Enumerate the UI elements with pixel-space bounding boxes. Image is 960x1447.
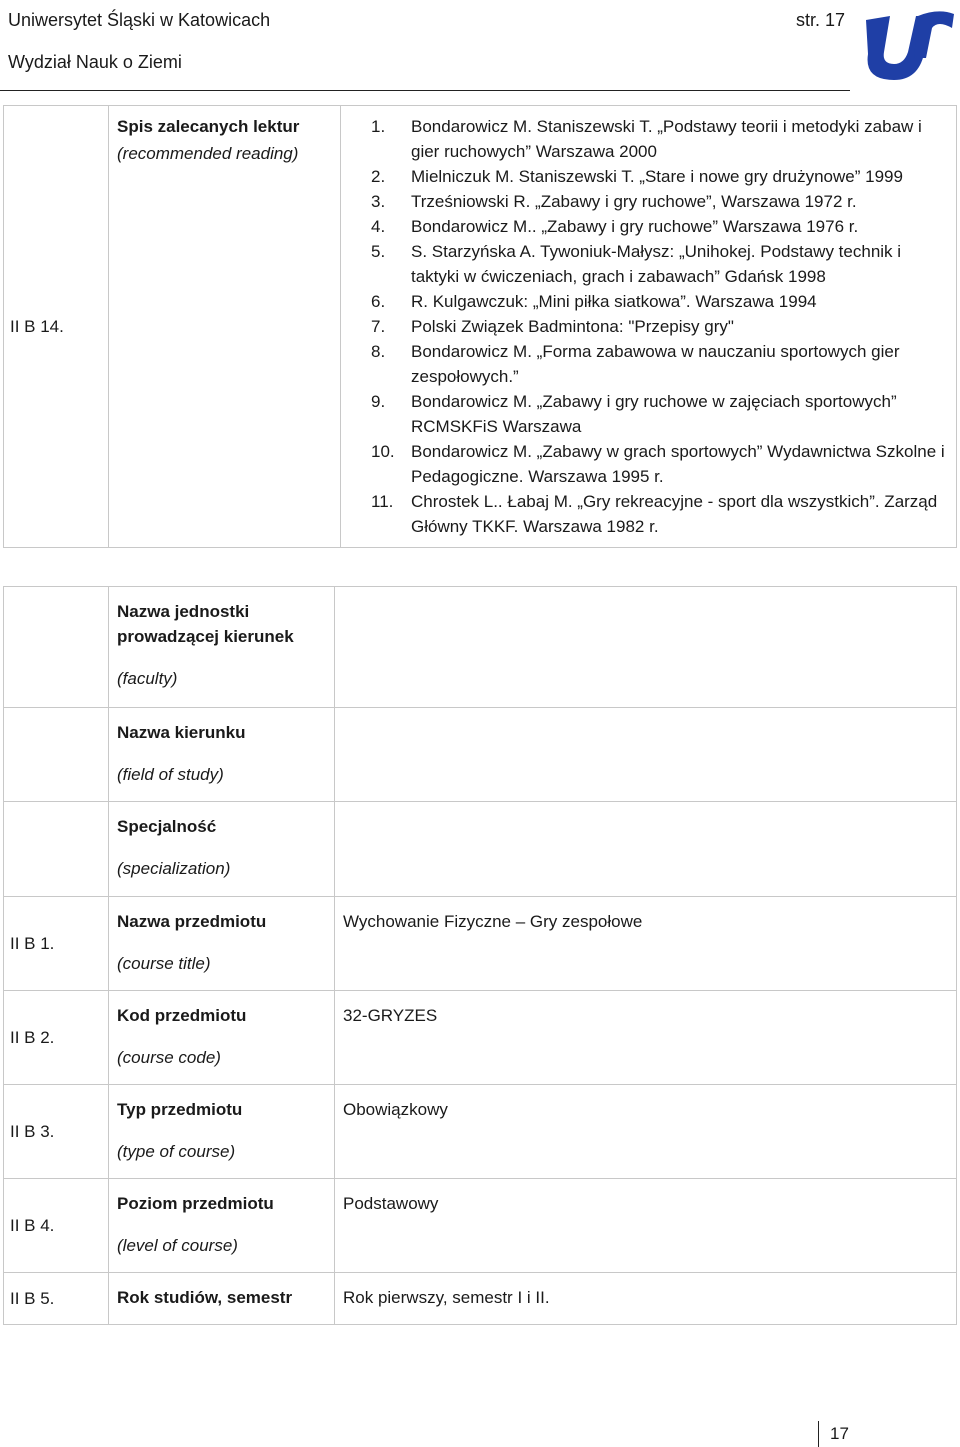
row-code: II B 3. — [4, 1085, 109, 1179]
footer-divider — [818, 1421, 819, 1447]
reading-label: Spis zalecanych lektur — [117, 117, 300, 136]
row-label: Nazwa kierunku — [117, 723, 246, 742]
row-value: 32-GRYZES — [335, 991, 957, 1085]
list-item: 9. Bondarowicz M. „Zabawy i gry ruchowe w zajęciach sportowych” RCMSKFiS Warszawa — [371, 392, 897, 436]
course-table — [3, 586, 957, 1325]
table-row — [4, 897, 957, 991]
table-row — [4, 1273, 957, 1325]
list-item: 1. Bondarowicz M. Staniszewski T. „Podstawy teorii i metodyki zabaw i gier ruchowych” Warszawa 2000 — [371, 117, 922, 161]
list-item: 7. Polski Związek Badmintona: "Przepisy gry" — [371, 317, 734, 336]
table-row — [4, 802, 957, 897]
row-code: II B 2. — [4, 991, 109, 1085]
row-label-en: (level of course) — [117, 1236, 238, 1255]
row-value: Podstawowy — [335, 1179, 957, 1273]
university-logo — [860, 6, 956, 86]
row-value — [335, 802, 957, 897]
page-label: str. 17 — [796, 10, 846, 30]
row-label-cell — [109, 1273, 335, 1325]
row-label-en: (course title) — [117, 954, 211, 973]
row-label-en: (course code) — [117, 1048, 221, 1067]
faculty-name: Wydział Nauk o Ziemi — [8, 52, 182, 72]
reading-code: II B 14. — [4, 106, 109, 548]
row-label-cell — [109, 1179, 335, 1273]
list-item: 2. Mielniczuk M. Staniszewski T. „Stare i nowe gry drużynowe” 1999 — [371, 167, 903, 186]
row-code — [4, 802, 109, 897]
row-label: Typ przedmiotu — [117, 1100, 243, 1119]
reading-table — [3, 105, 957, 548]
reading-list-cell — [341, 106, 957, 548]
row-code — [4, 708, 109, 802]
row-label: Kod przedmiotu — [117, 1006, 247, 1025]
row-label-en: (field of study) — [117, 765, 224, 784]
table-row — [4, 1179, 957, 1273]
row-label: Poziom przedmiotu — [117, 1194, 274, 1213]
row-label-cell — [109, 587, 335, 708]
row-value: Rok pierwszy, semestr I i II. — [335, 1273, 957, 1325]
list-item: 3. Trześniowski R. „Zabawy i gry ruchowe”, Warszawa 1972 r. — [371, 192, 857, 211]
row-label-cell — [109, 708, 335, 802]
row-label-cell — [109, 991, 335, 1085]
row-value: Wychowanie Fizyczne – Gry zespołowe — [335, 897, 957, 991]
reading-label-en: (recommended reading) — [117, 144, 299, 163]
row-code: II B 4. — [4, 1179, 109, 1273]
header-rule — [0, 90, 850, 91]
university-name: Uniwersytet Śląski w Katowicach — [8, 10, 271, 30]
table-row — [4, 991, 957, 1085]
reading-list — [371, 114, 948, 539]
row-label: Specjalność — [117, 817, 217, 836]
row-label-cell — [109, 1085, 335, 1179]
table-row — [4, 587, 957, 708]
row-label-en: (faculty) — [117, 669, 178, 688]
page-number: 17 — [830, 1424, 849, 1443]
row-value — [335, 587, 957, 708]
table-row — [4, 708, 957, 802]
table-row — [4, 1085, 957, 1179]
reading-row — [4, 106, 957, 548]
row-label-en: (type of course) — [117, 1142, 236, 1161]
list-item: 6. R. Kulgawczuk: „Mini piłka siatkowa”. Warszawa 1994 — [371, 292, 817, 311]
row-value: Obowiązkowy — [335, 1085, 957, 1179]
row-code — [4, 587, 109, 708]
row-value — [335, 708, 957, 802]
reading-label-cell — [109, 106, 341, 548]
list-item: 8. Bondarowicz M. „Forma zabawowa w nauczaniu sportowych gier zespołowych.” — [371, 342, 900, 386]
row-code: II B 1. — [4, 897, 109, 991]
row-label-cell — [109, 802, 335, 897]
list-item: 4. Bondarowicz M.. „Zabawy i gry ruchowe” Warszawa 1976 r. — [371, 217, 859, 236]
row-code: II B 5. — [4, 1273, 109, 1325]
row-label-cell — [109, 897, 335, 991]
row-label: Rok studiów, semestr — [117, 1288, 293, 1307]
row-label-en: (specialization) — [117, 859, 231, 878]
list-item: 10. Bondarowicz M. „Zabawy w grach sportowych” Wydawnictwa Szkolne i Pedagogiczne. Warszawa 1995 r. — [371, 442, 945, 486]
row-label: Nazwa jednostki prowadzącej kierunek — [117, 602, 294, 646]
list-item: 11. Chrostek L.. Łabaj M. „Gry rekreacyjne - sport dla wszystkich”. Zarząd Główny TKKF. Warszawa 1982 r. — [371, 492, 938, 536]
row-label: Nazwa przedmiotu — [117, 912, 267, 931]
list-item: 5. S. Starzyńska A. Tywoniuk-Małysz: „Unihokej. Podstawy technik i taktyki w ćwiczeniach, grach i zabawach” Gdańsk 1998 — [371, 242, 902, 286]
